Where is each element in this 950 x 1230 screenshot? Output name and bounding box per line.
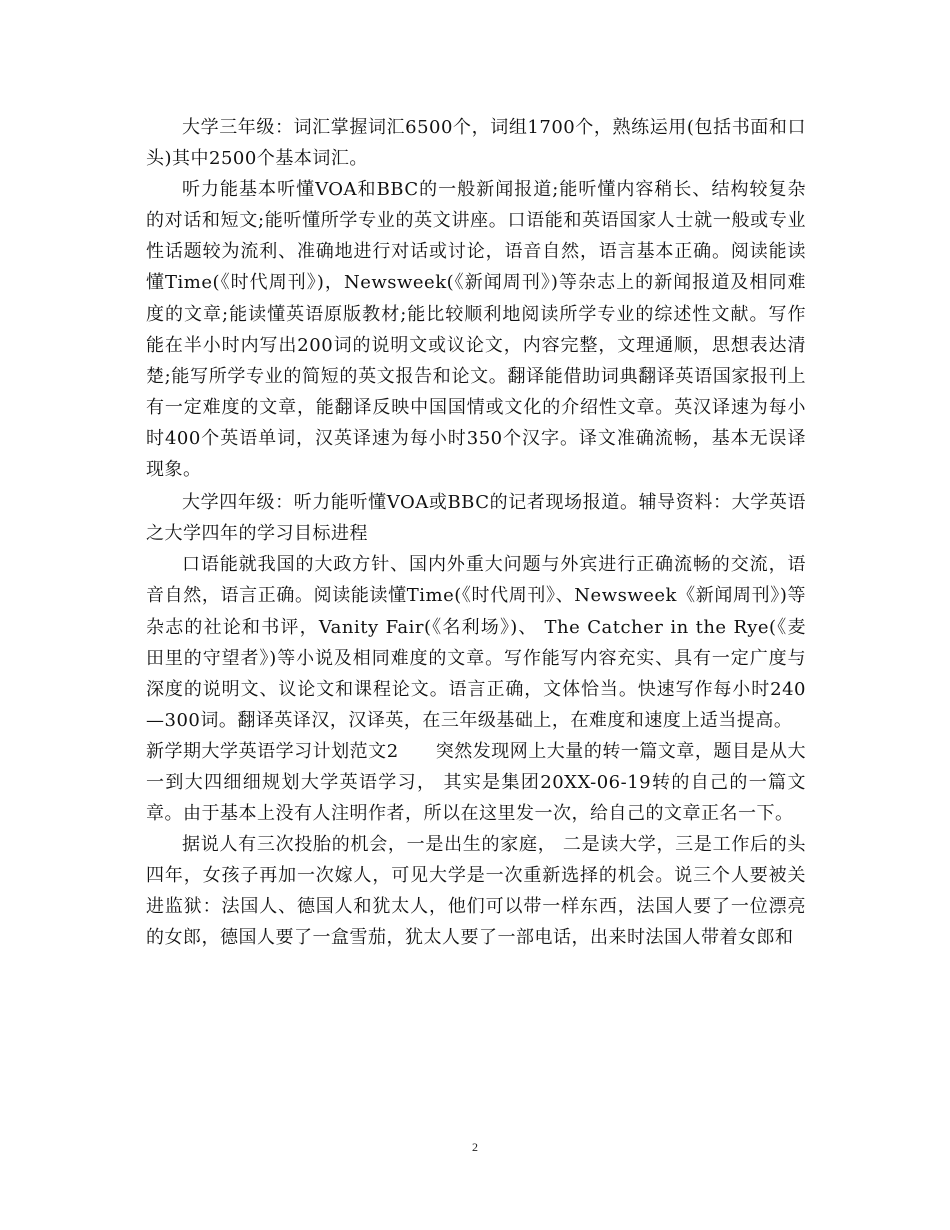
page-number: 2 — [472, 1140, 478, 1154]
paragraph-study-plan-body: 据说人有三次投胎的机会，一是出生的家庭， 二是读大学，三是工作后的头四年，女孩子再加一次嫁人，可见大学是一次重新选择的机会。说三个人要被关进监狱：法国人、德国人和犹太人，他们可以带一样东西，法国人要了一位漂亮的女郎，德国人要了一盒雪茄，犹太人要了一部电话，出来时法国人带着女郎和 — [146, 834, 806, 949]
paragraph-year-four-skills: 口语能就我国的大政方针、国内外重大问题与外宾进行正确流畅的交流，语音自然，语言正确。阅读能读懂Time(《时代周刊》、Newsweek《新闻周刊》)等杂志的社论和书评，Vanity Fair(《名利场》)、 The Catcher in the Rye(《麦田里的守望者》)等小说及相同难度的文章。写作能写内容充实、具有一定广度与深度的说明文、议论文和课程论文。语言正确，文体恰当。快速写作每小时240—300词。翻译英译汉，汉译英，在三年级基础上，在难度和速度上适当提高。 — [146, 554, 806, 731]
document-body — [146, 112, 806, 954]
paragraph-study-plan-intro: 新学期大学英语学习计划范文2 突然发现网上大量的转一篇文章，题目是从大一到大四细细规划大学英语学习， 其实是集团20XX-06-19转的自己的一篇文章。由于基本上没有人注明作者，所以在这里发一次，给自己的文章正名一下。 — [146, 740, 806, 825]
paragraph-year-three-skills: 听力能基本听懂VOA和BBC的一般新闻报道;能听懂内容稍长、结构较复杂的对话和短文;能听懂所学专业的英文讲座。口语能和英语国家人士就一般或专业性话题较为流利、准确地进行对话或讨论，语音自然，语言基本正确。阅读能读懂Time(《时代周刊》)，Newsweek(《新闻周刊》)等杂志上的新闻报道及相同难度的文章;能读懂英语原版教材;能比较顺利地阅读所学专业的综述性文献。写作能在半小时内写出200词的说明文或议论文，内容完整，文理通顺，思想表达清楚;能写所学专业的简短的英文报告和论文。翻译能借助词典翻译英语国家报刊上有一定难度的文章，能翻译反映中国国情或文化的介绍性文章。英汉译速为每小时400个英语单词，汉英译速为每小时350个汉字。译文准确流畅，基本无误译现象。 — [146, 179, 806, 481]
paragraph-year-three-vocabulary: 大学三年级：词汇掌握词汇6500个，词组1700个，熟练运用(包括书面和口头)其中2500个基本词汇。 — [146, 117, 806, 170]
paragraph-year-four-listening: 大学四年级：听力能听懂VOA或BBC的记者现场报道。辅导资料：大学英语之大学四年的学习目标进程 — [146, 492, 806, 545]
